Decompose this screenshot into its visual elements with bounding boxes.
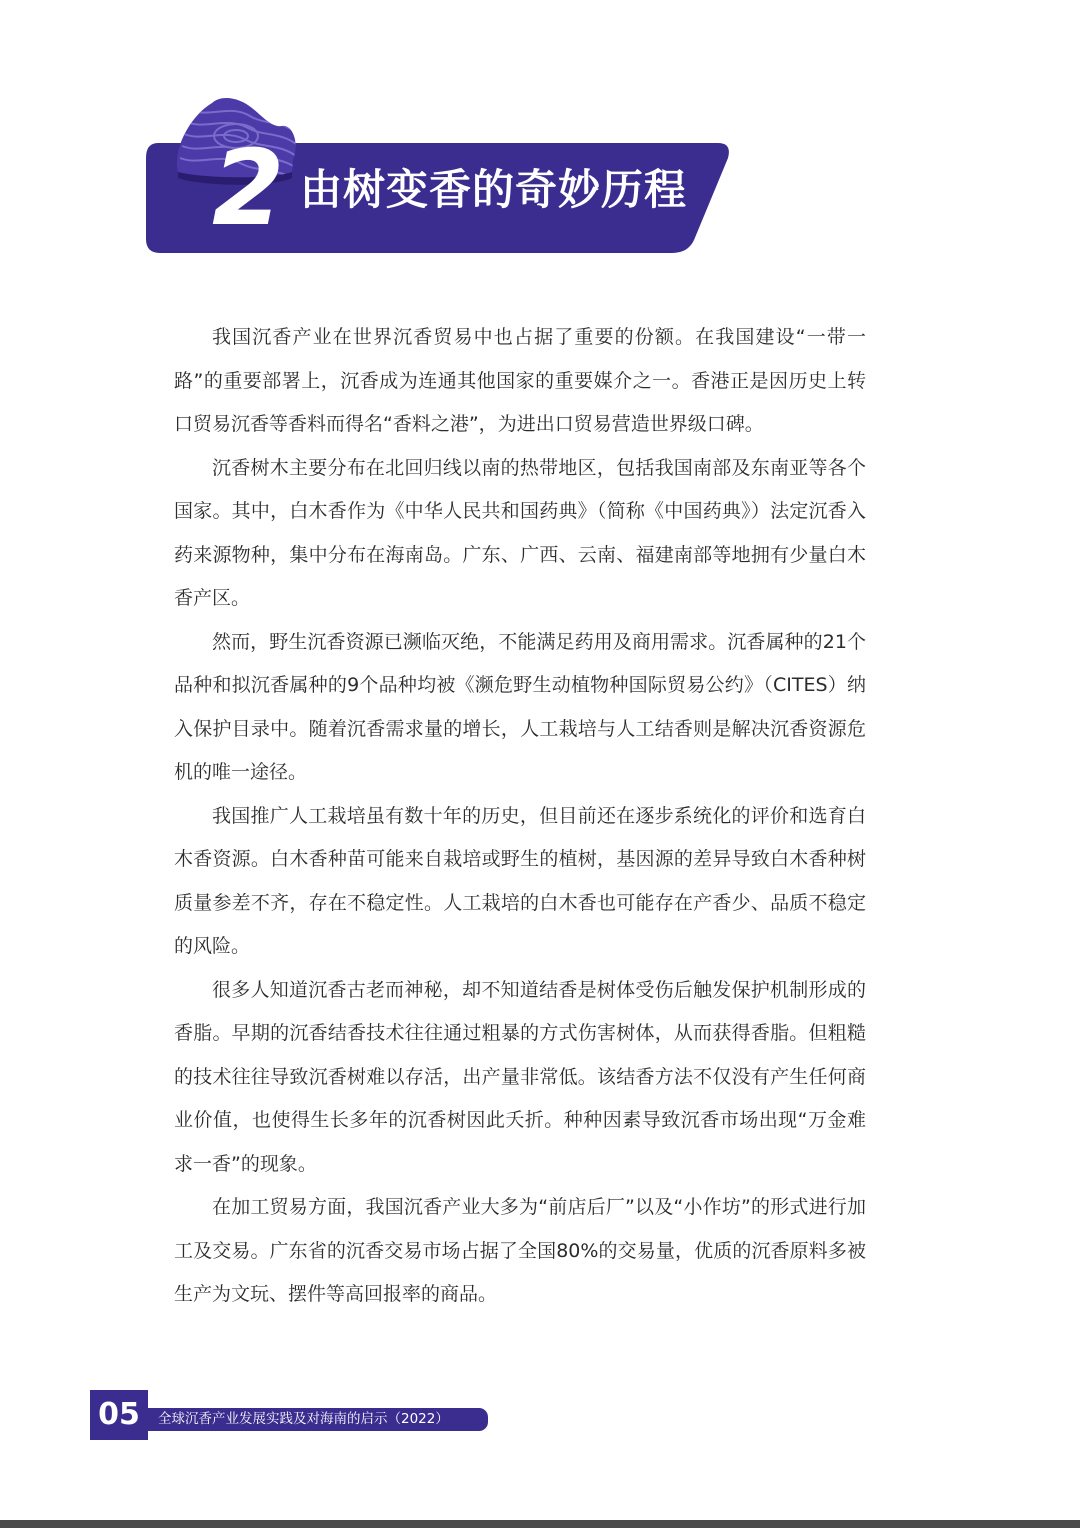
- paragraph: 我国沉香产业在世界沉香贸易中也占据了重要的份额。在我国建设“一带一路”的重要部署上，沉香成为连通其他国家的重要媒介之一。香港正是因历史上转口贸易沉香等香料而得名“香料之港”，为进出口贸易营造世界级口碑。: [174, 326, 866, 435]
- paragraph: 很多人知道沉香古老而神秘，却不知道结香是树体受伤后触发保护机制形成的香脂。早期的沉香结香技术往往通过粗暴的方式伤害树体，从而获得香脂。但粗糙的技术往往导致沉香树难以存活，出产量非常低。该结香方法不仅没有产生任何商业价值，也使得生长多年的沉香树因此夭折。种种因素导致沉香市场出现“万金难求一香”的现象。: [174, 978, 866, 1175]
- body-text: [174, 316, 866, 1317]
- section-header-banner: [0, 0, 1080, 300]
- paragraph: 沉香树木主要分布在北回归线以南的热带地区，包括我国南部及东南亚等各个国家。其中，白木香作为《中华人民共和国药典》（简称《中国药典》）法定沉香入药来源物种，集中分布在海南岛。广东、广西、云南、福建南部等地拥有少量白木香产区。: [174, 456, 866, 609]
- section-title: 由树变香的奇妙历程: [300, 165, 688, 214]
- publication-title: 全球沉香产业发展实践及对海南的启示（2022）: [158, 1411, 449, 1427]
- section-number: 2: [212, 127, 285, 249]
- bottom-strip: [0, 1520, 1080, 1528]
- page-number: 05: [90, 1390, 148, 1440]
- paragraph: 然而，野生沉香资源已濒临灭绝，不能满足药用及商用需求。沉香属种的21个品种和拟沉香属种的9个品种均被《濒危野生动植物种国际贸易公约》（CITES）纳入保护目录中。随着沉香需求量的增长，人工栽培与人工结香则是解决沉香资源危机的唯一途径。: [174, 630, 866, 783]
- paragraph: 在加工贸易方面，我国沉香产业大多为“前店后厂”以及“小作坊”的形式进行加工及交易。广东省的沉香交易市场占据了全国80%的交易量，优质的沉香原料多被生产为文玩、摆件等高回报率的商品。: [174, 1196, 866, 1305]
- paragraph: 我国推广人工栽培虽有数十年的历史，但目前还在逐步系统化的评价和选育白木香资源。白木香种苗可能来自栽培或野生的植树，基因源的差异导致白木香种树质量参差不齐，存在不稳定性。人工栽培的白木香也可能存在产香少、品质不稳定的风险。: [174, 804, 866, 957]
- page-footer: [90, 1390, 510, 1442]
- banner-shape: [0, 0, 1080, 300]
